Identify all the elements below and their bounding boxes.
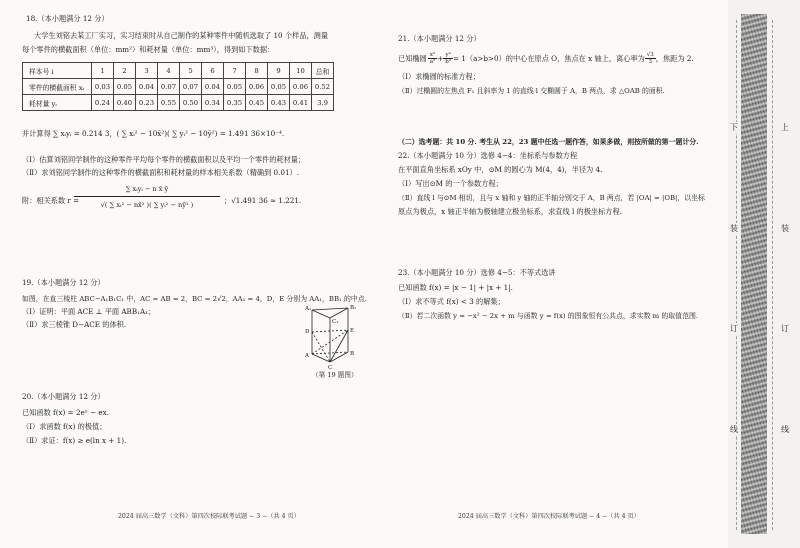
table-cell: 1: [92, 63, 114, 79]
q21-header: 21.（本小题满分 12 分）: [398, 34, 481, 43]
binding-dashed-line-right: [772, 20, 774, 530]
right-page: [392, 0, 704, 548]
q21-part1: （Ⅰ）求椭圆的标准方程；: [398, 72, 480, 81]
table-row: [23, 79, 334, 95]
label-c: C: [328, 365, 333, 371]
prism-figure: [296, 304, 368, 376]
correlation-numerator: ∑ xᵢyᵢ − n x̄ ȳ: [74, 184, 220, 197]
q22-part1: （Ⅰ）写出⊙M 的一个参数方程；: [398, 179, 503, 188]
q18-part2: （Ⅱ）求刘铭同学制作的这种零件的横截面积和耗材量的样本相关系数（精确到 0.01）.: [22, 168, 300, 177]
edge-a1c1: [312, 310, 330, 318]
q20-stem: 已知函数 f(x) = 2eˣ − ex.: [22, 408, 110, 417]
table-cell: 0.05: [268, 79, 290, 95]
q19-header: 19.（本小题满分 12 分）: [22, 278, 105, 287]
table-row: [23, 63, 334, 79]
label-a: A: [305, 353, 309, 359]
correlation-denominator: √( ∑ xᵢ² − nx̄² )( ∑ yᵢ² − nȳ² ): [100, 201, 194, 209]
table-cell: 9: [268, 63, 290, 79]
ecc-num: √3: [646, 52, 654, 58]
table-cell: 0.52: [312, 79, 334, 95]
binding-char-right: 线: [781, 425, 789, 434]
table-cell: 3.9: [312, 95, 334, 111]
table-cell: 8: [246, 63, 268, 79]
right-page-footer: 2024 届高三数学（文科）第四次校际联考试题 − 4 −（共 4 页）: [458, 513, 640, 520]
q20-header: 20.（本小题满分 12 分）: [22, 392, 105, 401]
q21-stem: 已知椭圆 $\frac{\text{x²}}{\text{a²}}$ + $\frac{\text{y²}}{\text{b²}}$ = 1（a>b>0）的中心在原点 O，焦点在 x 轴上，离心率为 $\frac{√3}{3}$ ，焦距为 2.: [398, 52, 694, 65]
ellipse-y-num: y²: [443, 52, 453, 59]
table-cell: 0.41: [290, 95, 312, 111]
table-cell: 0.05: [114, 79, 136, 95]
q22-part2-line1: （Ⅱ）直线 l 与⊙M 相切，且与 x 轴和 y 轴的正半轴分别交于 A，B 两点，若 |OA| = |OB|，以坐标: [398, 194, 705, 202]
left-page: [0, 0, 392, 548]
ellipse-b-den: b²: [445, 59, 452, 65]
q23-stem: 已知函数 f(x) = |x − 1| + |x + 1|.: [398, 283, 513, 292]
q19-part1: （Ⅰ）证明：平面 ACE ⊥ 平面 ABB₁A₁；: [22, 307, 156, 316]
q21-stem-a: 已知椭圆: [398, 53, 427, 63]
binding-char-left: 装: [730, 224, 738, 233]
table-cell: 0.34: [202, 95, 224, 111]
binding-char-right: 订: [781, 324, 789, 333]
ellipse-y-term: [443, 52, 453, 65]
edge-c1b1: [330, 308, 348, 318]
edge-ac: [312, 354, 330, 362]
table-row: [23, 95, 334, 111]
q18-part1: （Ⅰ）估算刘铭同学制作的这种零件平均每个零件的横截面积以及平均一个零件的耗材量；: [22, 155, 306, 164]
table-cell: 5: [180, 63, 202, 79]
q22-part2-line2: 原点为极点，x 轴正半轴为极轴建立极坐标系，求直线 l 的极坐标方程.: [398, 207, 622, 216]
q18-data-table: [22, 62, 334, 111]
binding-char-right: 装: [781, 224, 789, 233]
row-header: 耗材量 yᵢ: [23, 95, 92, 111]
q18-intro-line1: 大学生刘铭去某工厂实习，实习结束时从自己制作的某种零件中随机选取了 10 个样品，测量: [34, 31, 329, 40]
elective-note: （二）选考题：共 10 分. 考生从 22，23 题中任选一题作答，如果多做，则按所做的第一题计分.: [398, 138, 699, 146]
table-cell: 0.50: [180, 95, 202, 111]
label-b: B: [350, 351, 355, 357]
table-cell: 0.43: [268, 95, 290, 111]
q18-calc-line: 并计算得 ∑ xᵢyᵢ = 0.214 3，( ∑ xᵢ² − 10x̄²)( ∑ yᵢ² − 10ȳ²) = 1.491 36×10⁻⁴.: [22, 129, 285, 138]
q19-figure-caption: （第 19 题图）: [312, 371, 358, 379]
q22-header: 22.（本小题满分 10 分）选修 4−4：坐标系与参数方程: [398, 151, 578, 160]
label-c1: C₁: [332, 319, 339, 325]
row-header: 零件的横截面积 xᵢ: [23, 79, 92, 95]
table-cell: 0.23: [136, 95, 158, 111]
table-cell: 0.40: [114, 95, 136, 111]
table-cell: 0.04: [136, 79, 158, 95]
table-cell: 0.55: [158, 95, 180, 111]
table-cell: 7: [224, 63, 246, 79]
binding-dashed-line-left: [736, 20, 738, 530]
ellipse-a-den: a²: [429, 59, 436, 65]
binding-strip: [741, 14, 767, 534]
edge-a1b1: [312, 308, 348, 310]
q21-stem-b: = 1（a>b>0）的中心在原点 O，焦点在 x 轴上，离心率为: [453, 53, 645, 63]
q20-part1: （Ⅰ）求函数 f(x) 的极值；: [22, 422, 107, 431]
table-cell: 0.35: [224, 95, 246, 111]
row-header: 样本号 i: [23, 63, 92, 79]
q19-stem: 如图，在直三棱柱 ABC−A₁B₁C₁ 中，AC = AB = 2，BC = 2√2，AA₁ = 4，D，E 分别为 AA₁，BB₁ 的中点.: [22, 295, 367, 303]
table-cell: 0.07: [180, 79, 202, 95]
table-cell: 0.06: [290, 79, 312, 95]
table-cell: 2: [114, 63, 136, 79]
q18-intro-line2: 每个零件的横截面积（单位：mm²）和耗材量（单位：mm³），得到如下数据：: [22, 45, 275, 54]
segment-dc: [312, 332, 330, 362]
ecc-den: 3: [648, 59, 653, 65]
table-cell: 0.04: [202, 79, 224, 95]
q18-appendix-label: 附：相关系数 r =: [22, 196, 80, 205]
binding-char-left: 订: [730, 324, 738, 333]
q18-header: 18.（本小题满分 12 分）: [26, 14, 109, 23]
label-b1: B₁: [350, 305, 357, 311]
q21-part2: （Ⅱ）过椭圆的左焦点 F₁ 且斜率为 1 的直线 l 交椭圆于 A，B 两点，求 △OAB 的面积.: [398, 87, 665, 95]
eccentricity-fraction: [645, 52, 656, 65]
label-e: E: [350, 328, 355, 334]
q23-part1: （Ⅰ）求不等式 f(x) < 3 的解集；: [398, 297, 505, 306]
table-cell: 0.24: [92, 95, 114, 111]
table-cell: 3: [136, 63, 158, 79]
table-cell: 0.05: [224, 79, 246, 95]
q23-header: 23.（本小题满分 10 分）选修 4−5：不等式选讲: [398, 268, 556, 277]
ellipse-x-term: [428, 52, 437, 65]
table-cell: 10: [290, 63, 312, 79]
label-a1: A₁: [305, 306, 312, 312]
q21-stem-c: ，焦距为 2.: [655, 53, 694, 63]
table-cell: 总和: [312, 63, 334, 79]
q18-appendix-fraction: [74, 184, 220, 210]
binding-char-left: 线: [730, 425, 738, 434]
q20-part2: （Ⅱ）求证：f(x) ≥ e(ln x + 1).: [22, 436, 127, 445]
table-cell: 0.45: [246, 95, 268, 111]
table-cell: 4: [158, 63, 180, 79]
q18-appendix-tail: ；√1.491 36 ≈ 1.221.: [224, 196, 302, 205]
q19-part2: （Ⅱ）求三棱锥 D−ACE 的体积.: [22, 320, 127, 329]
table-cell: 0.06: [246, 79, 268, 95]
binding-char-right: 上: [781, 123, 789, 132]
table-cell: 0.03: [92, 79, 114, 95]
q23-part2: （Ⅱ）若二次函数 y = −x² − 2x + m 与函数 y = f(x) 的图象恒有公共点，求实数 m 的取值范围.: [398, 312, 699, 320]
table-cell: 0.07: [158, 79, 180, 95]
q22-stem: 在平面直角坐标系 xOy 中，⊙M 的圆心为 M(4，4)，半径为 4.: [398, 165, 603, 174]
label-d: D: [305, 329, 310, 335]
binding-char-left: 下: [730, 123, 738, 132]
ellipse-x-num: x²: [428, 52, 437, 59]
table-cell: 6: [202, 63, 224, 79]
left-page-footer: 2024 届高三数学（文科）第四次校际联考试题 − 3 −（共 4 页）: [118, 513, 300, 520]
